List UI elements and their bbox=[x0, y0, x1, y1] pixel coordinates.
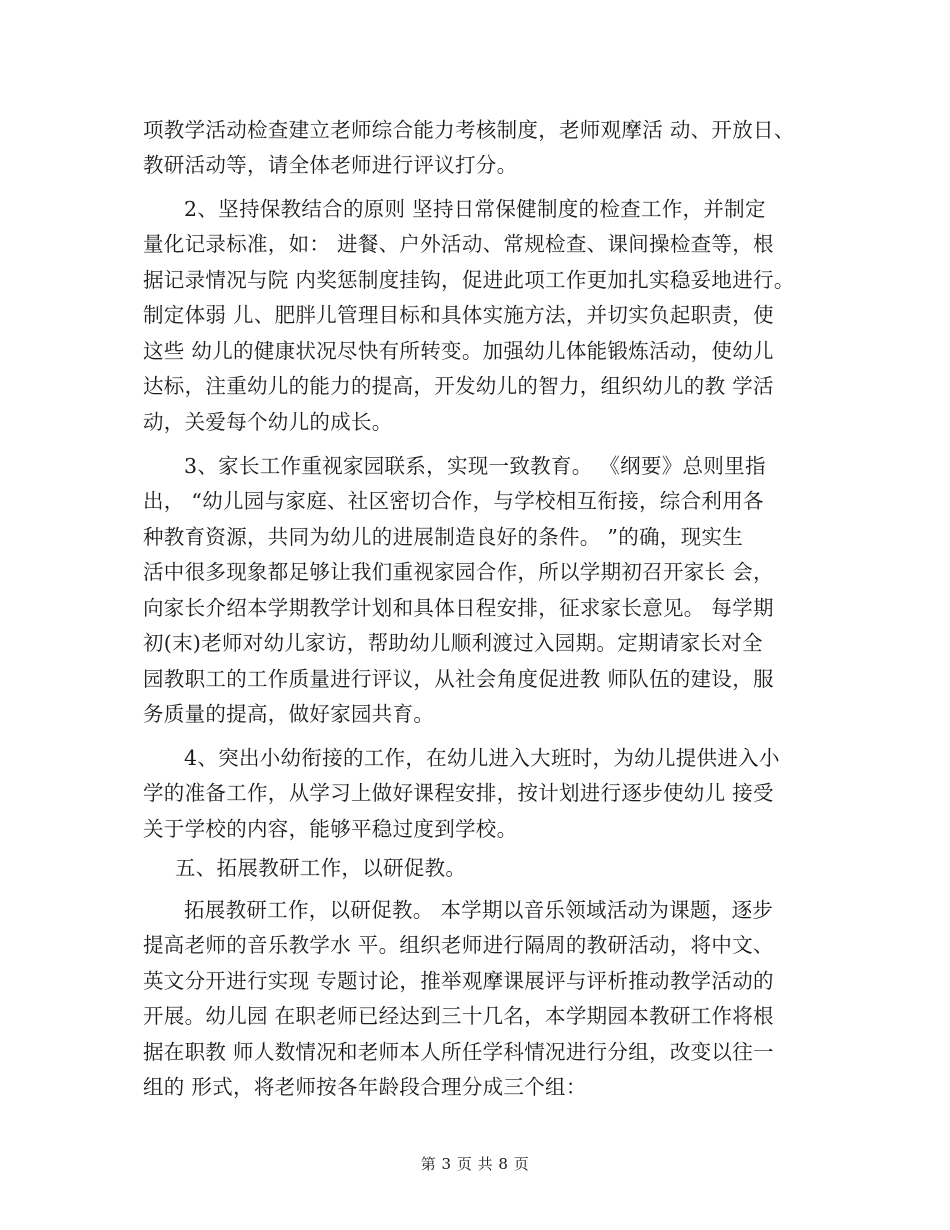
body-line: 4、突出小幼衔接的工作，在幼儿进入大班时，为幼儿提供进入小 bbox=[184, 746, 780, 770]
body-line: 动，关爱每个幼儿的成长。 bbox=[143, 410, 393, 434]
body-line: 教研活动等，请全体老师进行评议打分。 bbox=[143, 153, 518, 177]
body-line: 关于学校的内容，能够平稳过度到学校。 bbox=[143, 817, 518, 841]
body-line: 向家长介绍本学期教学计划和具体日程安排，征求家长意见。 每学期 bbox=[143, 596, 774, 620]
body-line: 2、坚持保教结合的原则 坚持日常保健制度的检查工作，并制定 bbox=[184, 197, 766, 221]
body-line: 组的 形式，将老师按各年龄段合理分成三个组： bbox=[143, 1075, 587, 1099]
body-line: 达标，注重幼儿的能力的提高，开发幼儿的智力，组织幼儿的教 学活 bbox=[143, 374, 774, 398]
section-heading: 五、拓展教研工作，以研促教。 bbox=[175, 856, 467, 880]
body-line: 提高老师的音乐教学水 平。组织老师进行隔周的教研活动，将中文、 bbox=[143, 933, 774, 957]
body-line: 初(末)老师对幼儿家访，帮助幼儿顺利渡过入园期。定期请家长对全 bbox=[143, 631, 763, 655]
body-line: 种教育资源，共同为幼儿的进展制造良好的条件。 ”的确，现实生 bbox=[143, 525, 743, 549]
body-line: 据在职教 师人数情况和老师本人所任学科情况进行分组，改变以往一 bbox=[143, 1040, 774, 1064]
body-line: 活中很多现象都足够让我们重视家园合作，所以学期初召开家长 会， bbox=[143, 560, 774, 584]
body-line: 这些 幼儿的健康状况尽快有所转变。加强幼儿体能锻炼活动，使幼儿 bbox=[143, 339, 774, 363]
body-line: 出， “幼儿园与家庭、社区密切合作，与学校相互衔接，综合利用各 bbox=[143, 489, 764, 513]
body-line: 制定体弱 儿、肥胖儿管理目标和具体实施方法，并切实负起职责，使 bbox=[143, 303, 774, 327]
body-line: 据记录情况与院 内奖惩制度挂钩，促进此项工作更加扎实稳妥地进行。 bbox=[143, 268, 795, 292]
body-line: 3、家长工作重视家园联系，实现一致教育。 《纲要》总则里指 bbox=[184, 454, 766, 478]
body-line: 拓展教研工作，以研促教。 本学期以音乐领域活动为课题，逐步 bbox=[184, 898, 774, 922]
body-line: 英文分开进行实现 专题讨论，推举观摩课展评与评析推动教学活动的 bbox=[143, 969, 774, 993]
body-line: 项教学活动检查建立老师综合能力考核制度，老师观摩活 动、开放日、 bbox=[143, 118, 795, 142]
body-line: 园教职工的工作质量进行评议，从社会角度促进教 师队伍的建设，服 bbox=[143, 667, 774, 691]
body-line: 务质量的提高，做好家园共育。 bbox=[143, 702, 435, 726]
body-line: 量化记录标准，如： 进餐、户外活动、常规检查、课间操检查等，根 bbox=[143, 232, 774, 256]
body-line: 开展。幼儿园 在职老师已经达到三十几名，本学期园本教研工作将根 bbox=[143, 1004, 774, 1028]
page-number: 第 3 页 共 8 页 bbox=[420, 1155, 530, 1173]
body-line: 学的准备工作，从学习上做好课程安排，按计划进行逐步使幼儿 接受 bbox=[143, 781, 774, 805]
